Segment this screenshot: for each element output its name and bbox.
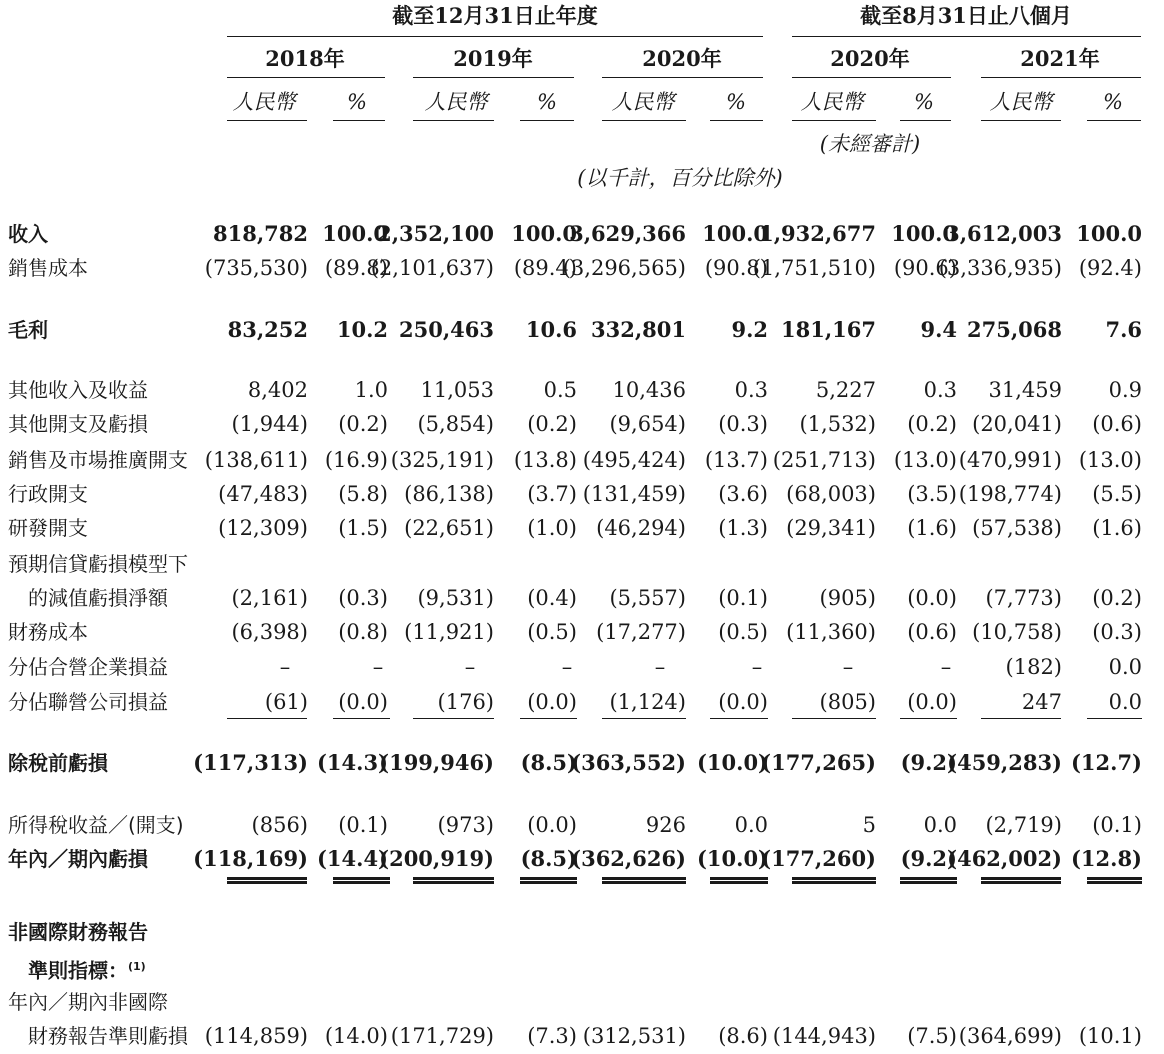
amount-cell: 3,612,003 <box>945 221 1062 246</box>
amount-cell: (117,313) <box>193 750 308 775</box>
amount-cell: (459,283) <box>947 750 1062 775</box>
percent-cell: (0.0) <box>907 690 957 714</box>
amount-cell: (462,002) <box>947 846 1062 871</box>
amount-cell: (131,459) <box>582 482 686 506</box>
amount-cell: (61) <box>264 690 308 714</box>
percent-cell: (14.4) <box>316 846 388 871</box>
amount-cell: 247 <box>1021 690 1062 714</box>
year-header: 2021年 <box>1020 46 1100 71</box>
percent-cell: 0.5 <box>543 378 577 402</box>
rule-line <box>792 77 951 78</box>
double-underline <box>1087 877 1142 884</box>
percent-cell: (9.2) <box>900 846 957 871</box>
amount-cell: (46,294) <box>596 516 686 540</box>
percent-cell: (8.6) <box>718 1024 768 1048</box>
row-label-cont: 財務報告準則虧損 <box>28 1024 188 1048</box>
percent-cell: (0.5) <box>527 620 577 644</box>
rule-line <box>602 120 686 121</box>
rule-line <box>333 718 390 719</box>
amount-cell: (177,260) <box>761 846 876 871</box>
percent-cell: (92.4) <box>1078 256 1142 280</box>
row-label: 其他收入及收益 <box>8 378 148 402</box>
year-header: 2020年 <box>830 46 910 71</box>
percent-cell: 100.0 <box>322 221 388 246</box>
rule-line <box>981 120 1061 121</box>
percent-cell: (90.6) <box>893 256 957 280</box>
percent-cell: (1.0) <box>527 516 577 540</box>
double-underline <box>710 877 768 884</box>
amount-cell: (176) <box>437 690 494 714</box>
percent-cell: (0.3) <box>1092 620 1142 644</box>
amount-cell: (2,161) <box>231 586 308 610</box>
amount-cell: (118,169) <box>193 846 308 871</box>
double-underline <box>900 877 957 884</box>
percent-cell: (14.3) <box>316 750 388 775</box>
amount-cell: (495,424) <box>582 448 686 472</box>
percent-cell: (0.0) <box>527 690 577 714</box>
row-label-cont: 的減值虧損淨額 <box>28 586 168 610</box>
percent-cell: (0.0) <box>527 813 577 837</box>
amount-cell: 10,436 <box>612 378 686 402</box>
amount-cell: (57,538) <box>972 516 1062 540</box>
rule-line <box>900 718 957 719</box>
percent-cell: 0.0 <box>1108 690 1142 714</box>
rule-line <box>1087 120 1141 121</box>
rule-line <box>1087 718 1142 719</box>
percent-cell: (12.7) <box>1070 750 1142 775</box>
unaudited-note: (未經審計) <box>819 132 921 156</box>
rule-line <box>602 718 686 719</box>
percent-cell: (0.5) <box>718 620 768 644</box>
percent-cell: (10.1) <box>1078 1024 1142 1048</box>
rule-line <box>981 718 1061 719</box>
amount-cell: (325,191) <box>390 448 494 472</box>
amount-cell: (973) <box>437 813 494 837</box>
rule-line <box>710 718 768 719</box>
currency-header: 人民幣 <box>424 90 488 114</box>
percent-cell: 1.0 <box>354 378 388 402</box>
percent-cell: 0.0 <box>1108 655 1142 679</box>
double-underline <box>227 877 307 884</box>
rule-line <box>900 120 951 121</box>
year-header: 2018年 <box>265 46 345 71</box>
amount-cell: (3,296,565) <box>562 256 686 280</box>
percent-cell: (10.0) <box>696 750 768 775</box>
amount-cell: (22,651) <box>404 516 494 540</box>
amount-cell: (182) <box>1005 655 1062 679</box>
amount-cell: 818,782 <box>213 221 308 246</box>
percent-cell: (0.6) <box>1092 412 1142 436</box>
percent-cell: 100.0 <box>1076 221 1142 246</box>
year-header: 2020年 <box>642 46 722 71</box>
rule-line <box>227 718 307 719</box>
percent-cell: (0.0) <box>338 690 388 714</box>
percent-cell: (8.5) <box>520 846 577 871</box>
percent-cell: – <box>751 655 763 679</box>
amount-cell: 250,463 <box>399 317 494 342</box>
currency-header: 人民幣 <box>611 90 675 114</box>
year-header: 2019年 <box>453 46 533 71</box>
unit-note: (以千計，百分比除外) <box>577 166 783 190</box>
double-underline <box>333 877 390 884</box>
amount-cell: (9,654) <box>609 412 686 436</box>
amount-cell: (12,309) <box>218 516 308 540</box>
amount-cell: (171,729) <box>390 1024 494 1048</box>
rule-line <box>710 120 763 121</box>
percent-cell: (10.0) <box>696 846 768 871</box>
percent-cell: 0.3 <box>923 378 957 402</box>
amount-cell: (86,138) <box>404 482 494 506</box>
rule-line <box>520 718 577 719</box>
row-label: 銷售及市場推廣開支 <box>8 448 188 472</box>
double-underline <box>981 877 1061 884</box>
amount-cell: 275,068 <box>967 317 1062 342</box>
amount-cell: (144,943) <box>772 1024 876 1048</box>
amount-cell: – <box>279 655 291 679</box>
amount-cell: (3,336,935) <box>938 256 1062 280</box>
percent-cell: (7.3) <box>527 1024 577 1048</box>
amount-cell: (1,532) <box>799 412 876 436</box>
amount-cell: (11,921) <box>404 620 494 644</box>
row-label-cont: 準則指標：$^{(1)}$ <box>28 958 146 983</box>
amount-cell: 11,053 <box>420 378 494 402</box>
row-label: 毛利 <box>8 318 48 342</box>
amount-cell: (11,360) <box>786 620 876 644</box>
percent-cell: (5.5) <box>1092 482 1142 506</box>
amount-cell: 1,932,677 <box>759 221 876 246</box>
percent-cell: 100.0 <box>891 221 957 246</box>
percent-header: % <box>1103 90 1123 114</box>
currency-header: 人民幣 <box>989 90 1053 114</box>
amount-cell: (200,919) <box>379 846 494 871</box>
percent-cell: (14.0) <box>324 1024 388 1048</box>
percent-cell: (0.3) <box>718 412 768 436</box>
percent-cell: (0.8) <box>338 620 388 644</box>
amount-cell: 181,167 <box>781 317 876 342</box>
rule-line <box>792 718 876 719</box>
rule-line <box>413 718 494 719</box>
percent-cell: (13.8) <box>513 448 577 472</box>
amount-cell: (1,944) <box>231 412 308 436</box>
percent-cell: 100.0 <box>702 221 768 246</box>
amount-cell: (138,611) <box>204 448 308 472</box>
percent-cell: – <box>561 655 573 679</box>
percent-cell: (0.1) <box>718 586 768 610</box>
amount-cell: 3,629,366 <box>569 221 686 246</box>
amount-cell: 332,801 <box>591 317 686 342</box>
amount-cell: (199,946) <box>379 750 494 775</box>
percent-cell: 0.9 <box>1108 378 1142 402</box>
percent-cell: (13.7) <box>704 448 768 472</box>
row-label: 預期信貸虧損模型下 <box>8 552 188 576</box>
row-label: 非國際財務報告 <box>8 920 148 944</box>
percent-cell: (0.0) <box>907 586 957 610</box>
amount-cell: (362,626) <box>571 846 686 871</box>
percent-cell: – <box>372 655 384 679</box>
amount-cell: – <box>842 655 854 679</box>
percent-cell: – <box>940 655 952 679</box>
rule-line <box>602 77 763 78</box>
percent-cell: (89.4) <box>513 256 577 280</box>
percent-cell: (1.6) <box>1092 516 1142 540</box>
amount-cell: (198,774) <box>958 482 1062 506</box>
percent-cell: (0.0) <box>718 690 768 714</box>
row-label: 年內／期內非國際 <box>8 990 168 1014</box>
percent-cell: 10.6 <box>525 317 577 342</box>
amount-cell: (2,719) <box>985 813 1062 837</box>
row-label: 所得稅收益／(開支) <box>8 813 184 837</box>
amount-cell: (1,124) <box>609 690 686 714</box>
amount-cell: (5,557) <box>609 586 686 610</box>
amount-cell: 5 <box>862 813 876 837</box>
double-underline <box>520 877 577 884</box>
row-label: 分佔合營企業損益 <box>8 655 168 679</box>
rule-line <box>227 77 385 78</box>
amount-cell: (312,531) <box>582 1024 686 1048</box>
percent-cell: (0.1) <box>338 813 388 837</box>
amount-cell: (6,398) <box>231 620 308 644</box>
percent-cell: (0.2) <box>338 412 388 436</box>
group-header-eight-months: 截至8月31日止八個月 <box>860 3 1072 28</box>
percent-cell: (8.5) <box>520 750 577 775</box>
percent-cell: (89.8) <box>324 256 388 280</box>
amount-cell: (1,751,510) <box>752 256 876 280</box>
row-label: 年內／期內虧損 <box>8 847 148 871</box>
percent-cell: (13.0) <box>1078 448 1142 472</box>
amount-cell: (470,991) <box>958 448 1062 472</box>
percent-cell: (12.8) <box>1070 846 1142 871</box>
percent-cell: 0.3 <box>734 378 768 402</box>
percent-cell: (90.8) <box>704 256 768 280</box>
amount-cell: (177,265) <box>761 750 876 775</box>
percent-cell: (0.1) <box>1092 813 1142 837</box>
group-header-annual: 截至12月31日止年度 <box>392 3 598 28</box>
amount-cell: (20,041) <box>972 412 1062 436</box>
percent-header: % <box>914 90 934 114</box>
rule-line <box>413 120 494 121</box>
percent-cell: (3.5) <box>907 482 957 506</box>
percent-cell: (1.3) <box>718 516 768 540</box>
percent-cell: 7.6 <box>1105 317 1142 342</box>
percent-cell: (0.2) <box>907 412 957 436</box>
amount-cell: (47,483) <box>218 482 308 506</box>
row-label: 其他開支及虧損 <box>8 412 148 436</box>
percent-header: % <box>537 90 557 114</box>
percent-cell: 100.0 <box>511 221 577 246</box>
amount-cell: (735,530) <box>204 256 308 280</box>
amount-cell: (856) <box>251 813 308 837</box>
currency-header: 人民幣 <box>232 90 296 114</box>
percent-cell: 9.2 <box>731 317 768 342</box>
double-underline <box>602 877 686 884</box>
percent-cell: (1.6) <box>907 516 957 540</box>
percent-cell: 9.4 <box>920 317 957 342</box>
percent-cell: (0.6) <box>907 620 957 644</box>
percent-cell: (0.4) <box>527 586 577 610</box>
amount-cell: (364,699) <box>958 1024 1062 1048</box>
percent-cell: (1.5) <box>338 516 388 540</box>
amount-cell: 31,459 <box>988 378 1062 402</box>
row-label: 研發開支 <box>8 516 88 540</box>
amount-cell: 926 <box>645 813 686 837</box>
amount-cell: (114,859) <box>204 1024 308 1048</box>
row-label: 收入 <box>8 222 48 246</box>
row-label: 銷售成本 <box>8 256 88 280</box>
amount-cell: (68,003) <box>786 482 876 506</box>
percent-cell: (7.5) <box>907 1024 957 1048</box>
amount-cell: 8,402 <box>247 378 308 402</box>
percent-cell: 0.0 <box>734 813 768 837</box>
double-underline <box>413 877 494 884</box>
amount-cell: 83,252 <box>227 317 308 342</box>
percent-cell: (16.9) <box>324 448 388 472</box>
row-label: 分佔聯營公司損益 <box>8 690 168 714</box>
amount-cell: (29,341) <box>786 516 876 540</box>
amount-cell: – <box>464 655 476 679</box>
row-label: 財務成本 <box>8 620 88 644</box>
amount-cell: (17,277) <box>596 620 686 644</box>
percent-cell: (0.2) <box>1092 586 1142 610</box>
amount-cell: (905) <box>819 586 876 610</box>
currency-header: 人民幣 <box>800 90 864 114</box>
amount-cell: (805) <box>819 690 876 714</box>
percent-cell: 10.2 <box>336 317 388 342</box>
amount-cell: (2,101,637) <box>370 256 494 280</box>
rule-line <box>227 120 307 121</box>
amount-cell: 2,352,100 <box>377 221 494 246</box>
percent-cell: (0.3) <box>338 586 388 610</box>
percent-cell: (5.8) <box>338 482 388 506</box>
footnote-marker: (1) <box>128 960 146 973</box>
percent-cell: (0.2) <box>527 412 577 436</box>
rule-line <box>981 77 1141 78</box>
percent-header: % <box>726 90 746 114</box>
rule-line <box>413 77 574 78</box>
amount-cell: (7,773) <box>985 586 1062 610</box>
percent-cell: (3.6) <box>718 482 768 506</box>
rule-line <box>333 120 385 121</box>
percent-cell: (3.7) <box>527 482 577 506</box>
percent-cell: 0.0 <box>923 813 957 837</box>
rule-line <box>227 36 763 37</box>
row-label: 行政開支 <box>8 482 88 506</box>
percent-header: % <box>347 90 367 114</box>
amount-cell: (9,531) <box>417 586 494 610</box>
rule-line <box>520 120 574 121</box>
percent-cell: (9.2) <box>900 750 957 775</box>
row-label: 除稅前虧損 <box>8 751 108 775</box>
amount-cell: (5,854) <box>417 412 494 436</box>
amount-cell: – <box>654 655 666 679</box>
amount-cell: (251,713) <box>772 448 876 472</box>
percent-cell: (13.0) <box>893 448 957 472</box>
amount-cell: (363,552) <box>571 750 686 775</box>
double-underline <box>792 877 876 884</box>
rule-line <box>792 120 876 121</box>
amount-cell: 5,227 <box>815 378 876 402</box>
amount-cell: (10,758) <box>972 620 1062 644</box>
rule-line <box>792 36 1141 37</box>
